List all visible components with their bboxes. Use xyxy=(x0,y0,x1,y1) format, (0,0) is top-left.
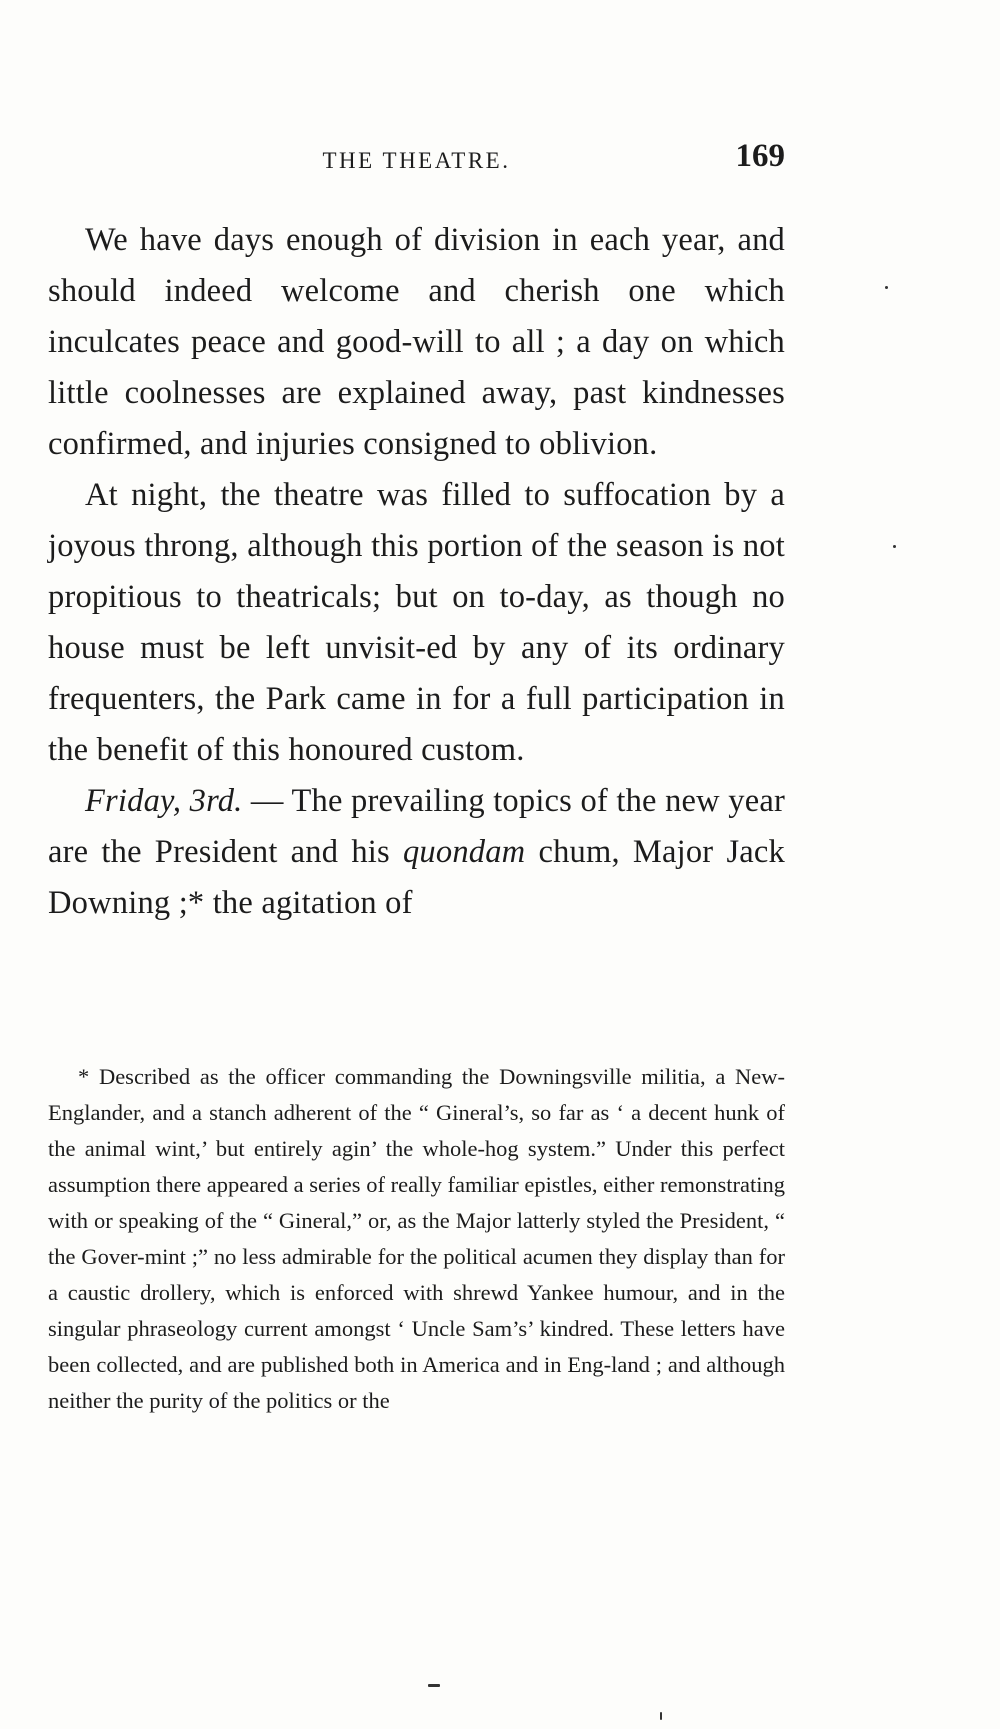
paragraph-3-text: The prevailing topics of the new year are the President and his xyxy=(48,783,785,870)
em-dash: — xyxy=(242,783,292,819)
page-number: 169 xyxy=(735,138,785,174)
page-header xyxy=(48,138,785,188)
paragraph-1: We have days enough of division in each year, and should indeed welcome and cherish one which inculcates peace and good-will to all ; a day on which little coolnesses are explained away, past kindnesses confirmed, and injuries consigned to oblivion. xyxy=(48,222,785,462)
running-head: THE THEATRE. xyxy=(322,148,511,173)
paragraph-2: At night, the theatre was filled to suffocation by a joyous throng, although this portion of the season is not propitious to theatricals; but on to-day, as though no house must be left unvisit-ed by any of its ordinary frequenters, the Park came in for a full participation in the benefit of this honoured custom. xyxy=(48,477,785,768)
scan-speck xyxy=(885,286,888,289)
paragraph-3-text-end: chum, Major Jack Downing ;* the agitation of xyxy=(48,834,785,921)
scan-speck xyxy=(660,1712,662,1720)
emphasis-word: quondam xyxy=(402,834,526,870)
footnote: * Described as the officer commanding the Downingsville militia, a New-Englander, and a stanch adherent of the “ Gineral’s, so far as ‘ a decent hunk of the animal wint,’ but entirely agin’ the whole-hog system.” Under this perfect assumption there appeared a series of really familiar epistles, either remonstrating with or speaking of the “ Gineral,” or, as the Major latterly styled the President, “ the Gover-mint ;” no less admirable for the political acumen they display than for a caustic drollery, which is enforced with shrewd Yankee humour, and in the singular phraseology current amongst ‘ Uncle Sam’s’ kindred. These letters have been collected, and are published both in America and in Eng-land ; and although neither the purity of the politics or the xyxy=(48,1064,785,1413)
paragraph-3 xyxy=(48,776,785,929)
scan-speck xyxy=(428,1684,440,1687)
main-text xyxy=(48,215,785,929)
scan-speck xyxy=(893,545,896,548)
date-heading: Friday, 3rd. xyxy=(85,783,243,819)
